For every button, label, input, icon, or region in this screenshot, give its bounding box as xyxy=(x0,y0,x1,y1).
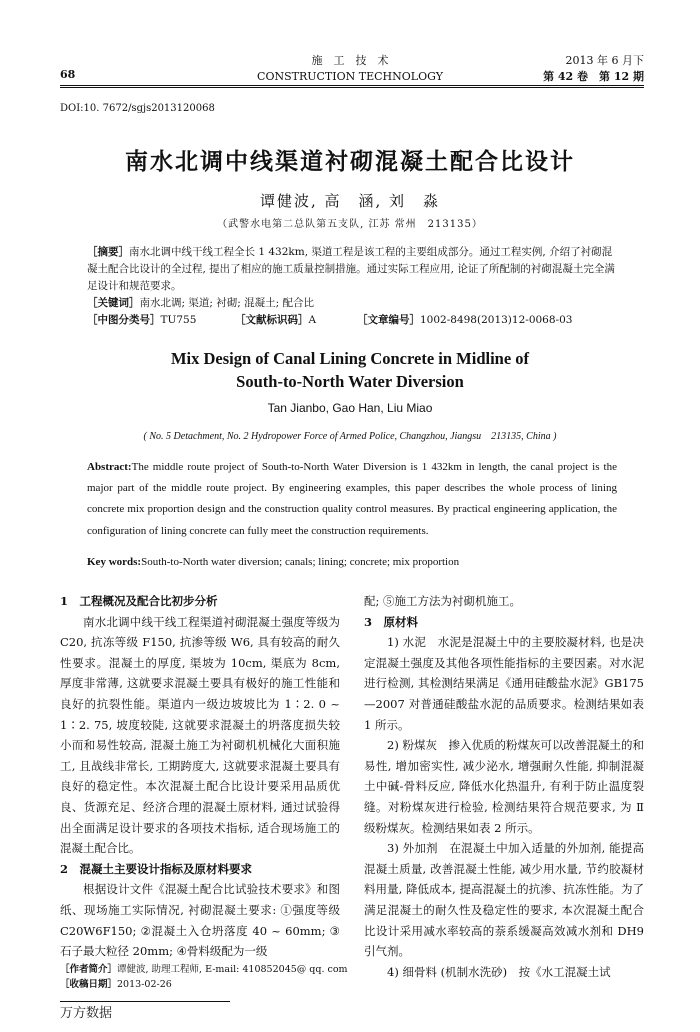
header-rule-2 xyxy=(60,87,644,88)
cement-paragraph: 1) 水泥 水泥是混凝土中的主要胶凝材料, 也是决定混凝土强度及其他各项性能指标的主要因素。对水泥进行检测, 其检测结果满足《通用硅酸盐水泥》GB175—2007 对普通硅酸盐水泥的品质要求。检测结果如表 1 所示。 xyxy=(364,635,644,732)
section-2-paragraph: 根据设计文件《混凝土配合比试验技术要求》和图纸、现场施工实际情况, 衬砌混凝土要求: ①强度等级 C20W6F150; ②混凝土入仓坍落度 40 ~ 60mm; ③石子最大粒径 20mm; ④骨料级配为一级 xyxy=(60,882,352,959)
footnote-author xyxy=(60,963,350,977)
keywords-en-text: South-to-North water diversion; canals; lining; concrete; mix proportion xyxy=(141,556,460,568)
fly-ash-paragraph: 2) 粉煤灰 掺入优质的粉煤灰可以改善混凝土的和易性, 增加密实性, 减少泌水, 增强耐久性能, 抑制混凝土中碱-骨料反应, 降低水化热温升, 有利于防止温度裂缝。对粉煤灰进行检验, 检测结果符合规范要求, 为 Ⅱ 级粉煤灰。检测结果如表 2 所示。 xyxy=(364,738,644,835)
abstract-cn-body xyxy=(87,244,617,295)
admixture-paragraph: 3) 外加剂 在混凝土中加入适量的外加剂, 能提高混凝土质量, 改善混凝土性能, 减少用水量, 节约胶凝材料用量, 降低成本, 提高混凝土的抗渗、抗冻性能。为了满足混凝土的耐久性及稳定性的要求, 本次混凝土配合比设计采用减水率较高的萘系缓凝高效减水剂和 DH9 引气剂。 xyxy=(364,841,644,959)
watermark: 万方数据 xyxy=(60,1006,113,1021)
page-number: 68 xyxy=(60,68,76,81)
affiliation-cn: （武警水电第二总队第五支队, 江苏 常州 213135） xyxy=(217,219,483,230)
authors-en: Tan Jianbo, Gao Han, Liu Miao xyxy=(267,401,433,415)
footnote-received xyxy=(60,978,350,992)
section-1-heading: 1 工程概况及配合比初步分析 xyxy=(60,594,218,608)
abstract-en xyxy=(87,457,617,542)
abstract-cn-text: 南水北调中线干线工程全长 1 432km, 渠道工程是该工程的主要组成部分。通过工程实例, 介绍了衬砌混凝土配合比设计的全过程, 提出了相应的施工质量控制措施。通过实际工程应用, 论证了所配制的衬砌混凝土完全满足设计和规范要求。 xyxy=(87,246,615,292)
abstract-en-text: The middle route project of South-to-North Water Diversion is 1 432km in length, the canal project is the major part of the middle route project. By engineering examples, this paper describes the whole process of lining concrete mix proportion design and the construction quality control measures. By practical engineering application, the configuration of lining concrete can fully meet the construction requirements. xyxy=(87,461,617,537)
section-2-continuation: 配; ⑤施工方法为衬砌机施工。 xyxy=(364,594,522,608)
doc-code-label: ［文献标识码］ xyxy=(235,314,309,326)
doi: DOI:10. 7672/sgjs2013120068 xyxy=(60,103,215,114)
volume-issue: 第 42 卷 第 12 期 xyxy=(543,70,644,83)
section-3-heading: 3 原材料 xyxy=(364,614,419,629)
keywords-en-label: Key words: xyxy=(87,556,142,568)
footnote-author-label: ［作者简介］ xyxy=(60,964,118,975)
abstract-en-label: Abstract: xyxy=(87,461,132,473)
authors-cn: 谭健波, 高 涵, 刘 淼 xyxy=(259,192,441,210)
footnote-author-text: 谭健波, 助理工程师, E-mail: 410852045@ qq. com xyxy=(117,964,348,975)
article-no-value: 1002-8498(2013)12-0068-03 xyxy=(420,314,573,326)
keywords-cn-label: ［关键词］ xyxy=(87,297,140,309)
classification-line xyxy=(87,312,617,329)
footnote-received-label: ［收稿日期］ xyxy=(60,979,118,990)
article-no-label: ［文章编号］ xyxy=(357,314,420,326)
header-rule xyxy=(60,85,644,86)
abstract-cn xyxy=(87,244,617,329)
left-column xyxy=(60,591,352,962)
doc-code-value: A xyxy=(308,314,317,326)
clc-value: TU755 xyxy=(160,314,197,326)
abstract-cn-label: ［摘要］ xyxy=(87,246,129,258)
section-2-heading: 2 混凝土主要设计指标及原材料要求 xyxy=(60,861,252,876)
clc-label: ［中图分类号］ xyxy=(87,314,161,326)
keywords-cn-text: 南水北调; 渠道; 衬砌; 混凝土; 配合比 xyxy=(139,297,315,309)
footnote-received-text: 2013-02-26 xyxy=(117,979,172,990)
right-column xyxy=(364,591,644,982)
clc-field xyxy=(87,312,196,329)
doc-code-field xyxy=(235,312,316,329)
affiliation-en: ( No. 5 Detachment, No. 2 Hydropower Force of Armed Police, Changzhou, Jiangsu 213135, China ) xyxy=(143,431,557,442)
keywords-en xyxy=(87,556,627,568)
section-1-paragraph: 南水北调中线干线工程渠道衬砌混凝土强度等级为 C20, 抗冻等级 F150, 抗渗等级 W6, 具有较高的耐久性要求。混凝土的厚度, 渠坡为 10cm, 渠底为 8cm, 厚度非常薄, 这就要求混凝土要具有极好的施工性能和良好的抗裂性能。渠道内一级边坡坡比为 1∶2. 0 ~ 1∶2. 75, 坡度较陡, 这就要求混凝土的坍落度损失较小而和易性较高, 混凝土施工为衬砌机机械化大面积施工, 且战线非常长, 工期跨度大, 这就要求混凝土要具有良好的稳定性。本次混凝土配合比设计要采用品质优良、货源充足、经济合理的混凝土原材料, 通过试验得出全面满足设计要求的各项技术指标, 适合现场施工的混凝土配合比。 xyxy=(60,614,340,856)
fine-aggregate-paragraph: 4) 细骨料 (机制水洗砂) 按《水工混凝土试 xyxy=(387,964,611,979)
title-en-line1: Mix Design of Canal Lining Concrete in Midline of xyxy=(170,349,530,368)
issue-date: 2013 年 6 月下 xyxy=(565,54,644,67)
keywords-cn xyxy=(87,295,617,312)
title-en-line2: South-to-North Water Diversion xyxy=(236,372,464,391)
article-no-field xyxy=(357,312,572,329)
journal-name-en: CONSTRUCTION TECHNOLOGY xyxy=(257,70,443,83)
journal-name-cn: 施 工 技 术 xyxy=(311,54,389,67)
title-cn: 南水北调中线渠道衬砌混凝土配合比设计 xyxy=(125,148,575,175)
